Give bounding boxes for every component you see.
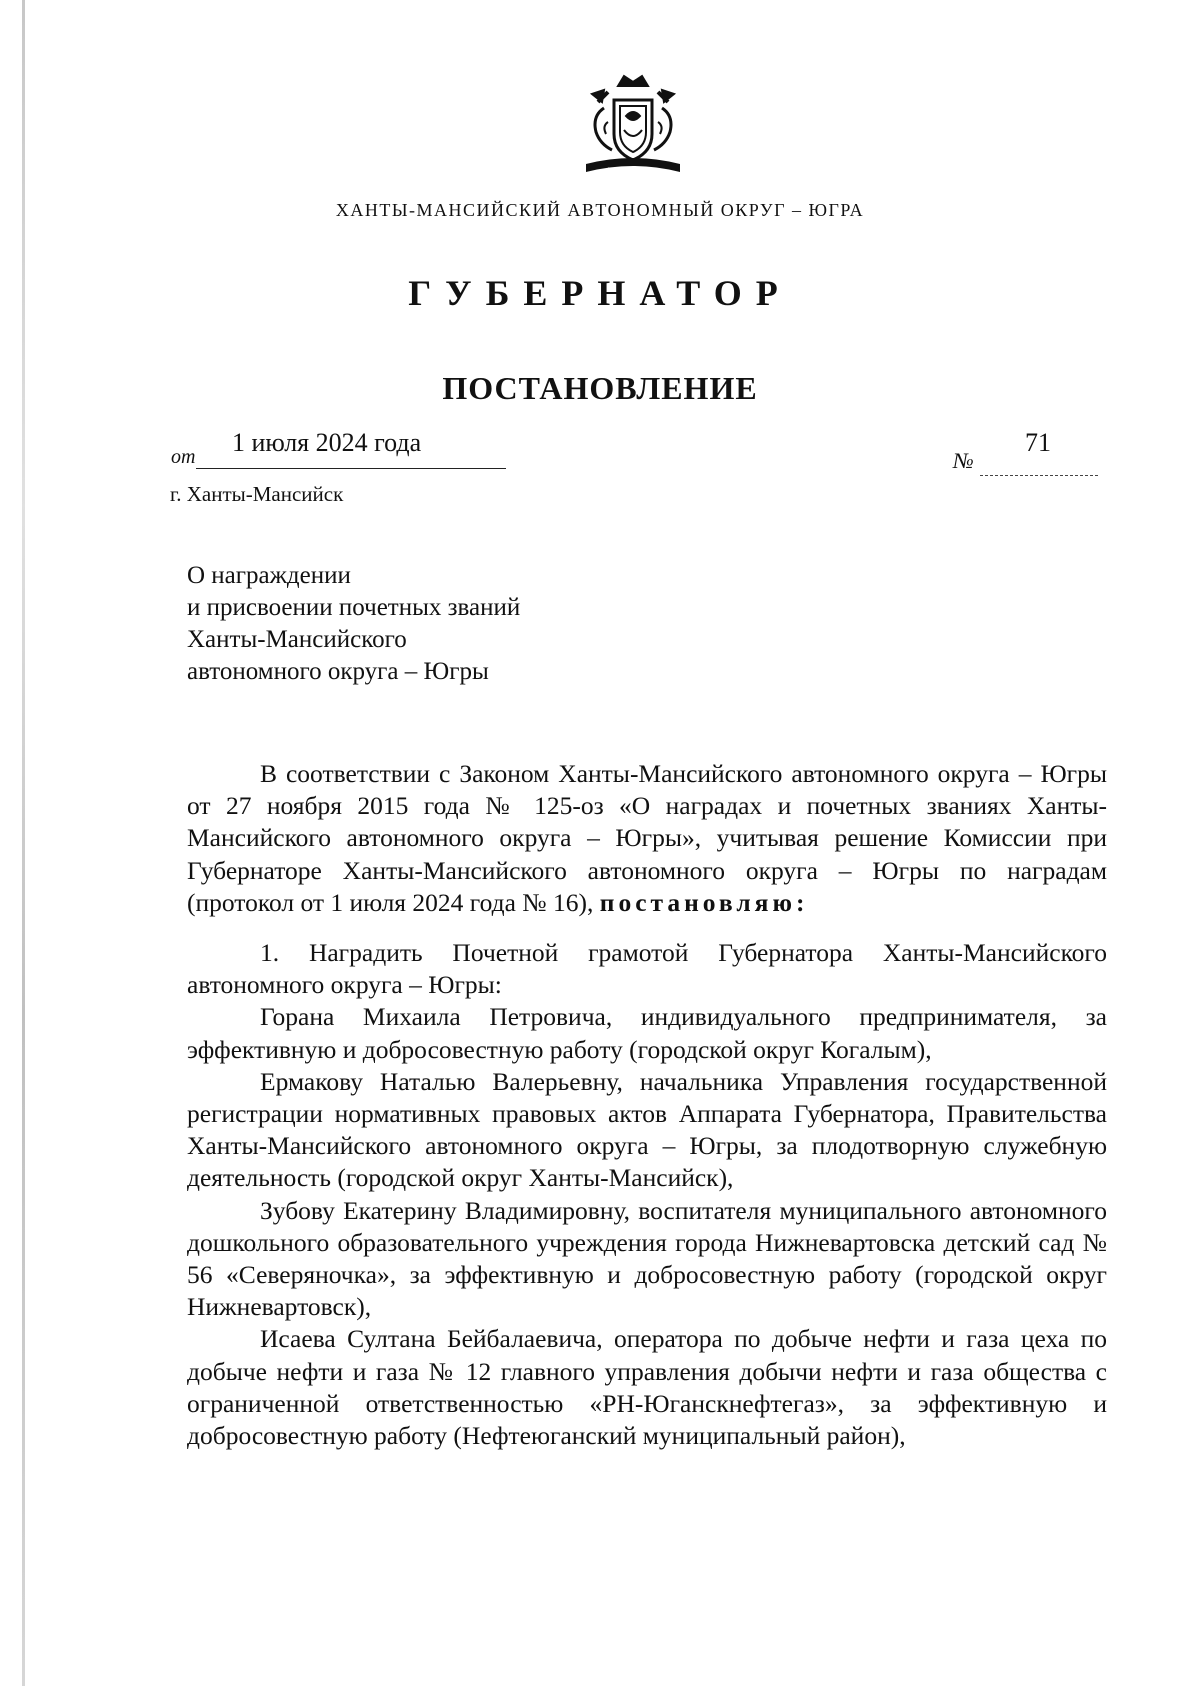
document-subject [187,560,707,688]
date-label: от [171,446,196,468]
scan-edge [22,0,25,1686]
awardee-paragraph: Зубову Екатерину Владимировну, воспитателя муниципального автономного дошкольного образовательного учреждения города Нижневартовска детский сад № 56 «Северяночка», за эффективную и добросовестную работу (городской округ Нижневартовск), [187,1195,1107,1322]
coat-of-arms-emblem [578,72,688,180]
subject-line: О награждении [187,562,351,589]
region-name: ХАНТЫ-МАНСИЙСКИЙ АВТОНОМНЫЙ ОКРУГ – ЮГРА [335,200,865,220]
number-underline [980,475,1098,476]
document-number: 71 [1025,428,1051,457]
awardee-paragraph: Исаева Султана Бейбалаевича, оператора по добыче нефти и газа цеха по добыче нефти и газа № 12 главного управления добычи нефти и газа общества с ограниченной ответственностью «РН-Юганскнефтегаз», за эффективную и добросовестную работу (Нефтеюганский муниципальный район), [187,1324,1107,1451]
subject-line: Ханты-Мансийского [187,626,407,653]
item1-intro: 1. Наградить Почетной грамотой Губернатора Ханты-Мансийского автономного округа – Югры: [187,938,1107,1000]
document-type: ПОСТАНОВЛЕНИЕ [442,370,758,406]
decree-word: постановляю [599,887,796,917]
subject-line: и присвоении почетных званий [187,594,521,621]
preamble-text: В соответствии с Законом Ханты-Мансийского автономного округа – Югры от 27 ноября 2015 года № 125-оз «О наградах и почетных званиях Ханты-Мансийского автономного округа – Югры», учитывая решение Комиссии при Губернаторе Ханты-Мансийского автономного округа – Югры по наградам (протокол от 1 июля 2024 года № 16), [187,759,1107,917]
awardee-paragraph: Горана Михаила Петровича, индивидуального предпринимателя, за эффективную и добросовестную работу (городской округ Когалым), [187,1002,1107,1064]
authority-title: ГУБЕРНАТОР [408,273,792,313]
document-date: 1 июля 2024 года [232,428,422,457]
number-label: № [953,448,974,473]
preamble-paragraph [187,758,1107,919]
date-underline [196,468,506,469]
subject-line: автономного округа – Югры [187,658,489,685]
issue-city: г. Ханты-Мансийск [170,482,344,506]
document-body [187,758,1107,1452]
decree-colon: : [795,887,809,917]
awardee-paragraph: Ермакову Наталью Валерьевну, начальника Управления государственной регистрации нормативных правовых актов Аппарата Губернатора, Правительства Ханты-Мансийского автономного округа – Югры, за плодотворную служебную деятельность (городской округ Ханты-Мансийск), [187,1066,1107,1193]
